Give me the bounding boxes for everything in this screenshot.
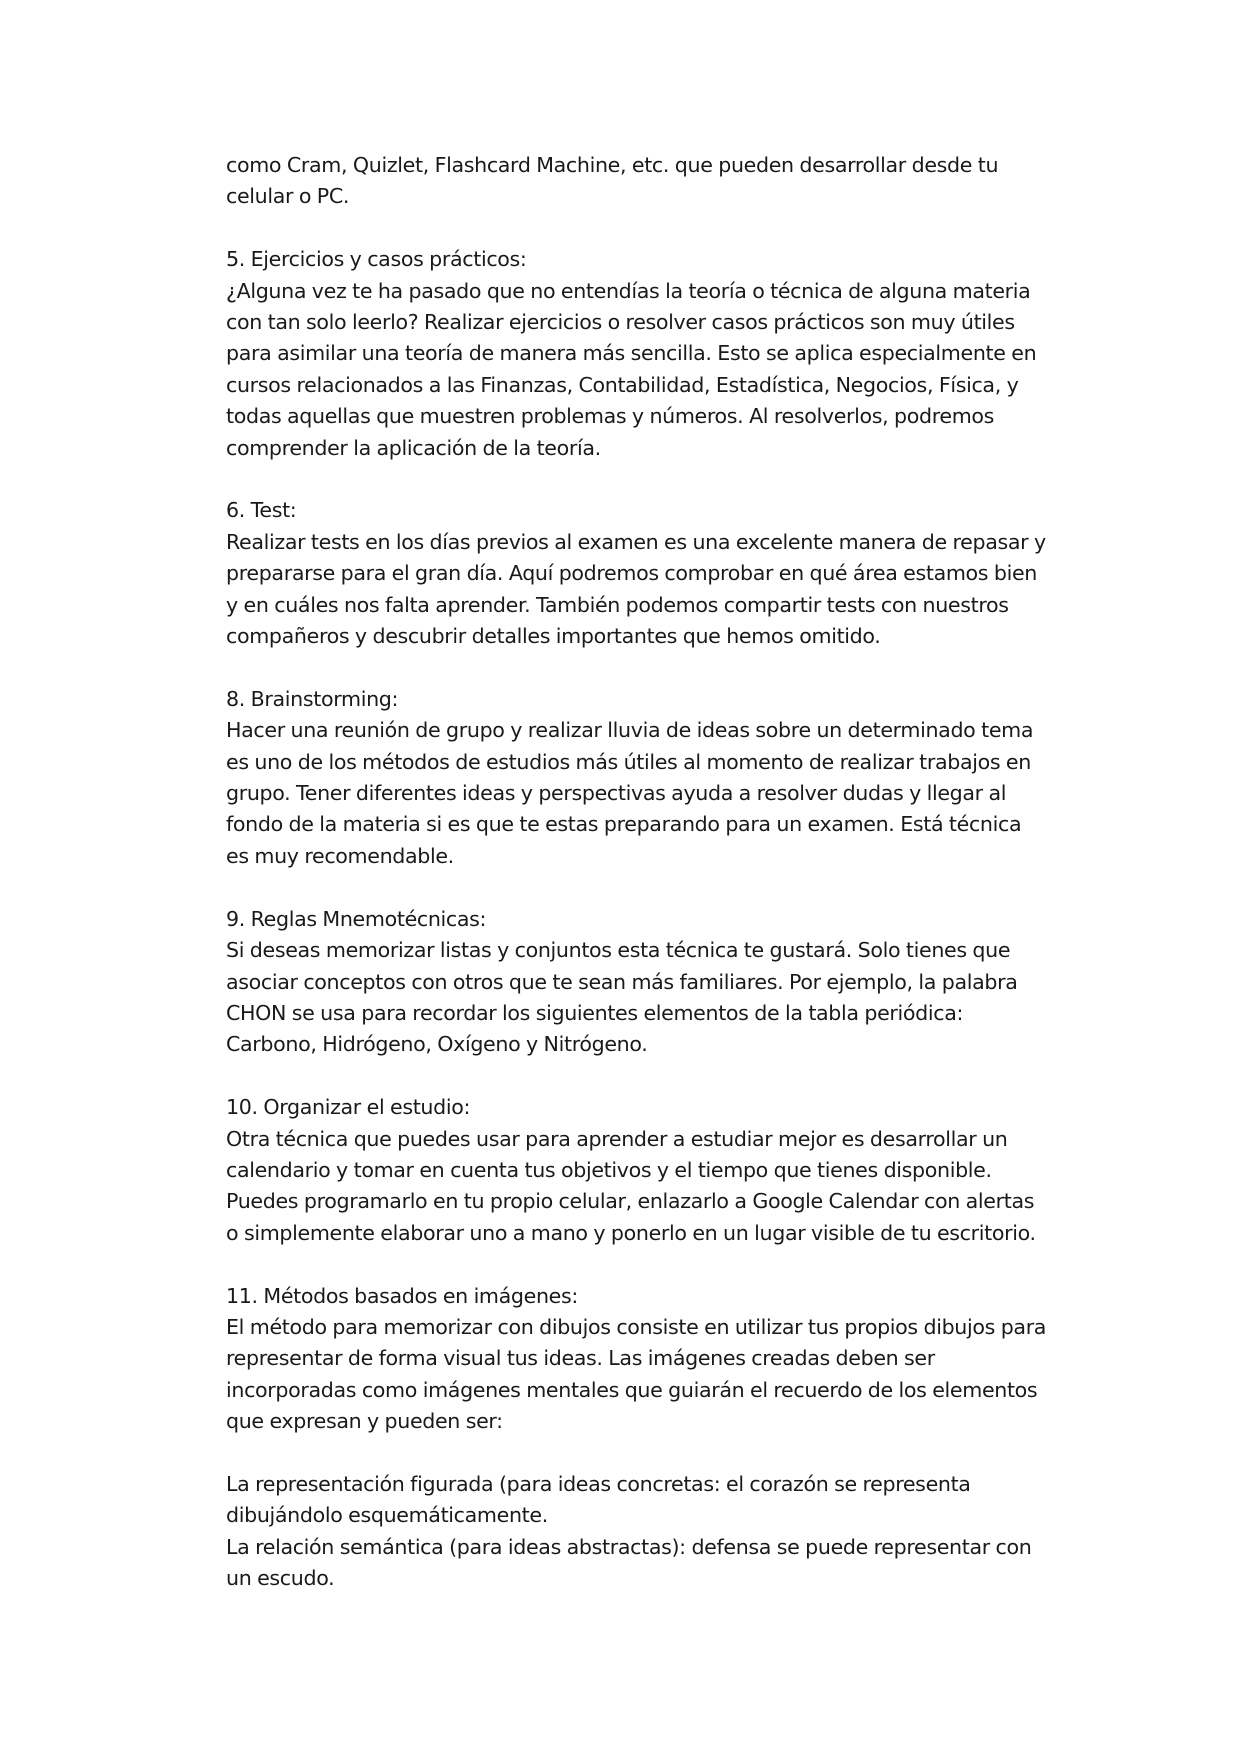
text-line: con tan solo leerlo? Realizar ejercicios o resolver casos prácticos son muy útiles	[226, 310, 1015, 335]
closing-paragraph	[226, 1469, 1106, 1595]
text-line: calendario y tomar en cuenta tus objetivos y el tiempo que tienes disponible.	[226, 1157, 992, 1182]
intro-paragraph	[226, 150, 1106, 213]
text-line: Hacer una reunión de grupo y realizar lluvia de ideas sobre un determinado tema	[226, 718, 1034, 743]
text-line: Carbono, Hidrógeno, Oxígeno y Nitrógeno.	[226, 1032, 648, 1057]
text-line: Otra técnica que puedes usar para aprender a estudiar mejor es desarrollar un	[226, 1126, 1008, 1151]
text-line: ¿Alguna vez te ha pasado que no entendías la teoría o técnica de alguna materia	[226, 278, 1031, 303]
text-line: y en cuáles nos falta aprender. También podemos compartir tests con nuestros	[226, 592, 1009, 617]
text-line: todas aquellas que muestren problemas y números. Al resolverlos, podremos	[226, 404, 995, 429]
text-line: El método para memorizar con dibujos consiste en utilizar tus propios dibujos para	[226, 1314, 1047, 1339]
text-line: para asimilar una teoría de manera más sencilla. Esto se aplica especialmente en	[226, 341, 1037, 366]
text-line: grupo. Tener diferentes ideas y perspectivas ayuda a resolver dudas y llegar al	[226, 781, 1007, 806]
section-heading: 11. Métodos basados en imágenes:	[226, 1283, 578, 1308]
text-line: o simplemente elaborar uno a mano y ponerlo en un lugar visible de tu escritorio.	[226, 1220, 1036, 1245]
section-imagenes	[226, 1281, 1106, 1438]
text-line: celular o PC.	[226, 184, 350, 209]
section-brainstorming	[226, 684, 1106, 872]
text-line: es uno de los métodos de estudios más útiles al momento de realizar trabajos en	[226, 749, 1031, 774]
text-line: representar de forma visual tus ideas. Las imágenes creadas deben ser	[226, 1346, 935, 1371]
text-line: un escudo.	[226, 1566, 335, 1591]
text-line: asociar conceptos con otros que te sean más familiares. Por ejemplo, la palabra	[226, 969, 1018, 994]
text-line: La relación semántica (para ideas abstractas): defensa se puede representar con	[226, 1534, 1032, 1559]
text-line: La representación figurada (para ideas concretas: el corazón se representa	[226, 1471, 971, 1496]
text-line: compañeros y descubrir detalles importantes que hemos omitido.	[226, 624, 881, 649]
section-organizar	[226, 1092, 1106, 1249]
section-heading: 6. Test:	[226, 498, 297, 523]
text-line: Si deseas memorizar listas y conjuntos esta técnica te gustará. Solo tienes que	[226, 938, 1011, 963]
section-test	[226, 495, 1106, 652]
section-mnemotecnicas	[226, 904, 1106, 1061]
text-line: Puedes programarlo en tu propio celular, enlazarlo a Google Calendar con alertas	[226, 1189, 1035, 1214]
text-line: incorporadas como imágenes mentales que guiarán el recuerdo de los elementos	[226, 1377, 1038, 1402]
section-heading: 10. Organizar el estudio:	[226, 1095, 471, 1120]
section-ejercicios	[226, 244, 1106, 464]
text-line: como Cram, Quizlet, Flashcard Machine, etc. que pueden desarrollar desde tu	[226, 153, 999, 177]
text-line: es muy recomendable.	[226, 843, 454, 868]
text-line: dibujándolo esquemáticamente.	[226, 1503, 548, 1528]
section-heading: 9. Reglas Mnemotécnicas:	[226, 906, 487, 931]
text-line: CHON se usa para recordar los siguientes elementos de la tabla periódica:	[226, 1000, 964, 1025]
section-heading: 5. Ejercicios y casos prácticos:	[226, 247, 527, 272]
text-line: prepararse para el gran día. Aquí podremos comprobar en qué área estamos bien	[226, 561, 1038, 586]
section-heading: 8. Brainstorming:	[226, 686, 399, 711]
text-line: que expresan y pueden ser:	[226, 1409, 503, 1434]
text-line: comprender la aplicación de la teoría.	[226, 435, 601, 460]
text-line: fondo de la materia si es que te estas preparando para un examen. Está técnica	[226, 812, 1022, 837]
document-page	[226, 150, 1106, 1595]
text-line: Realizar tests en los días previos al examen es una excelente manera de repasar y	[226, 529, 1046, 554]
text-line: cursos relacionados a las Finanzas, Contabilidad, Estadística, Negocios, Física, y	[226, 372, 1019, 397]
